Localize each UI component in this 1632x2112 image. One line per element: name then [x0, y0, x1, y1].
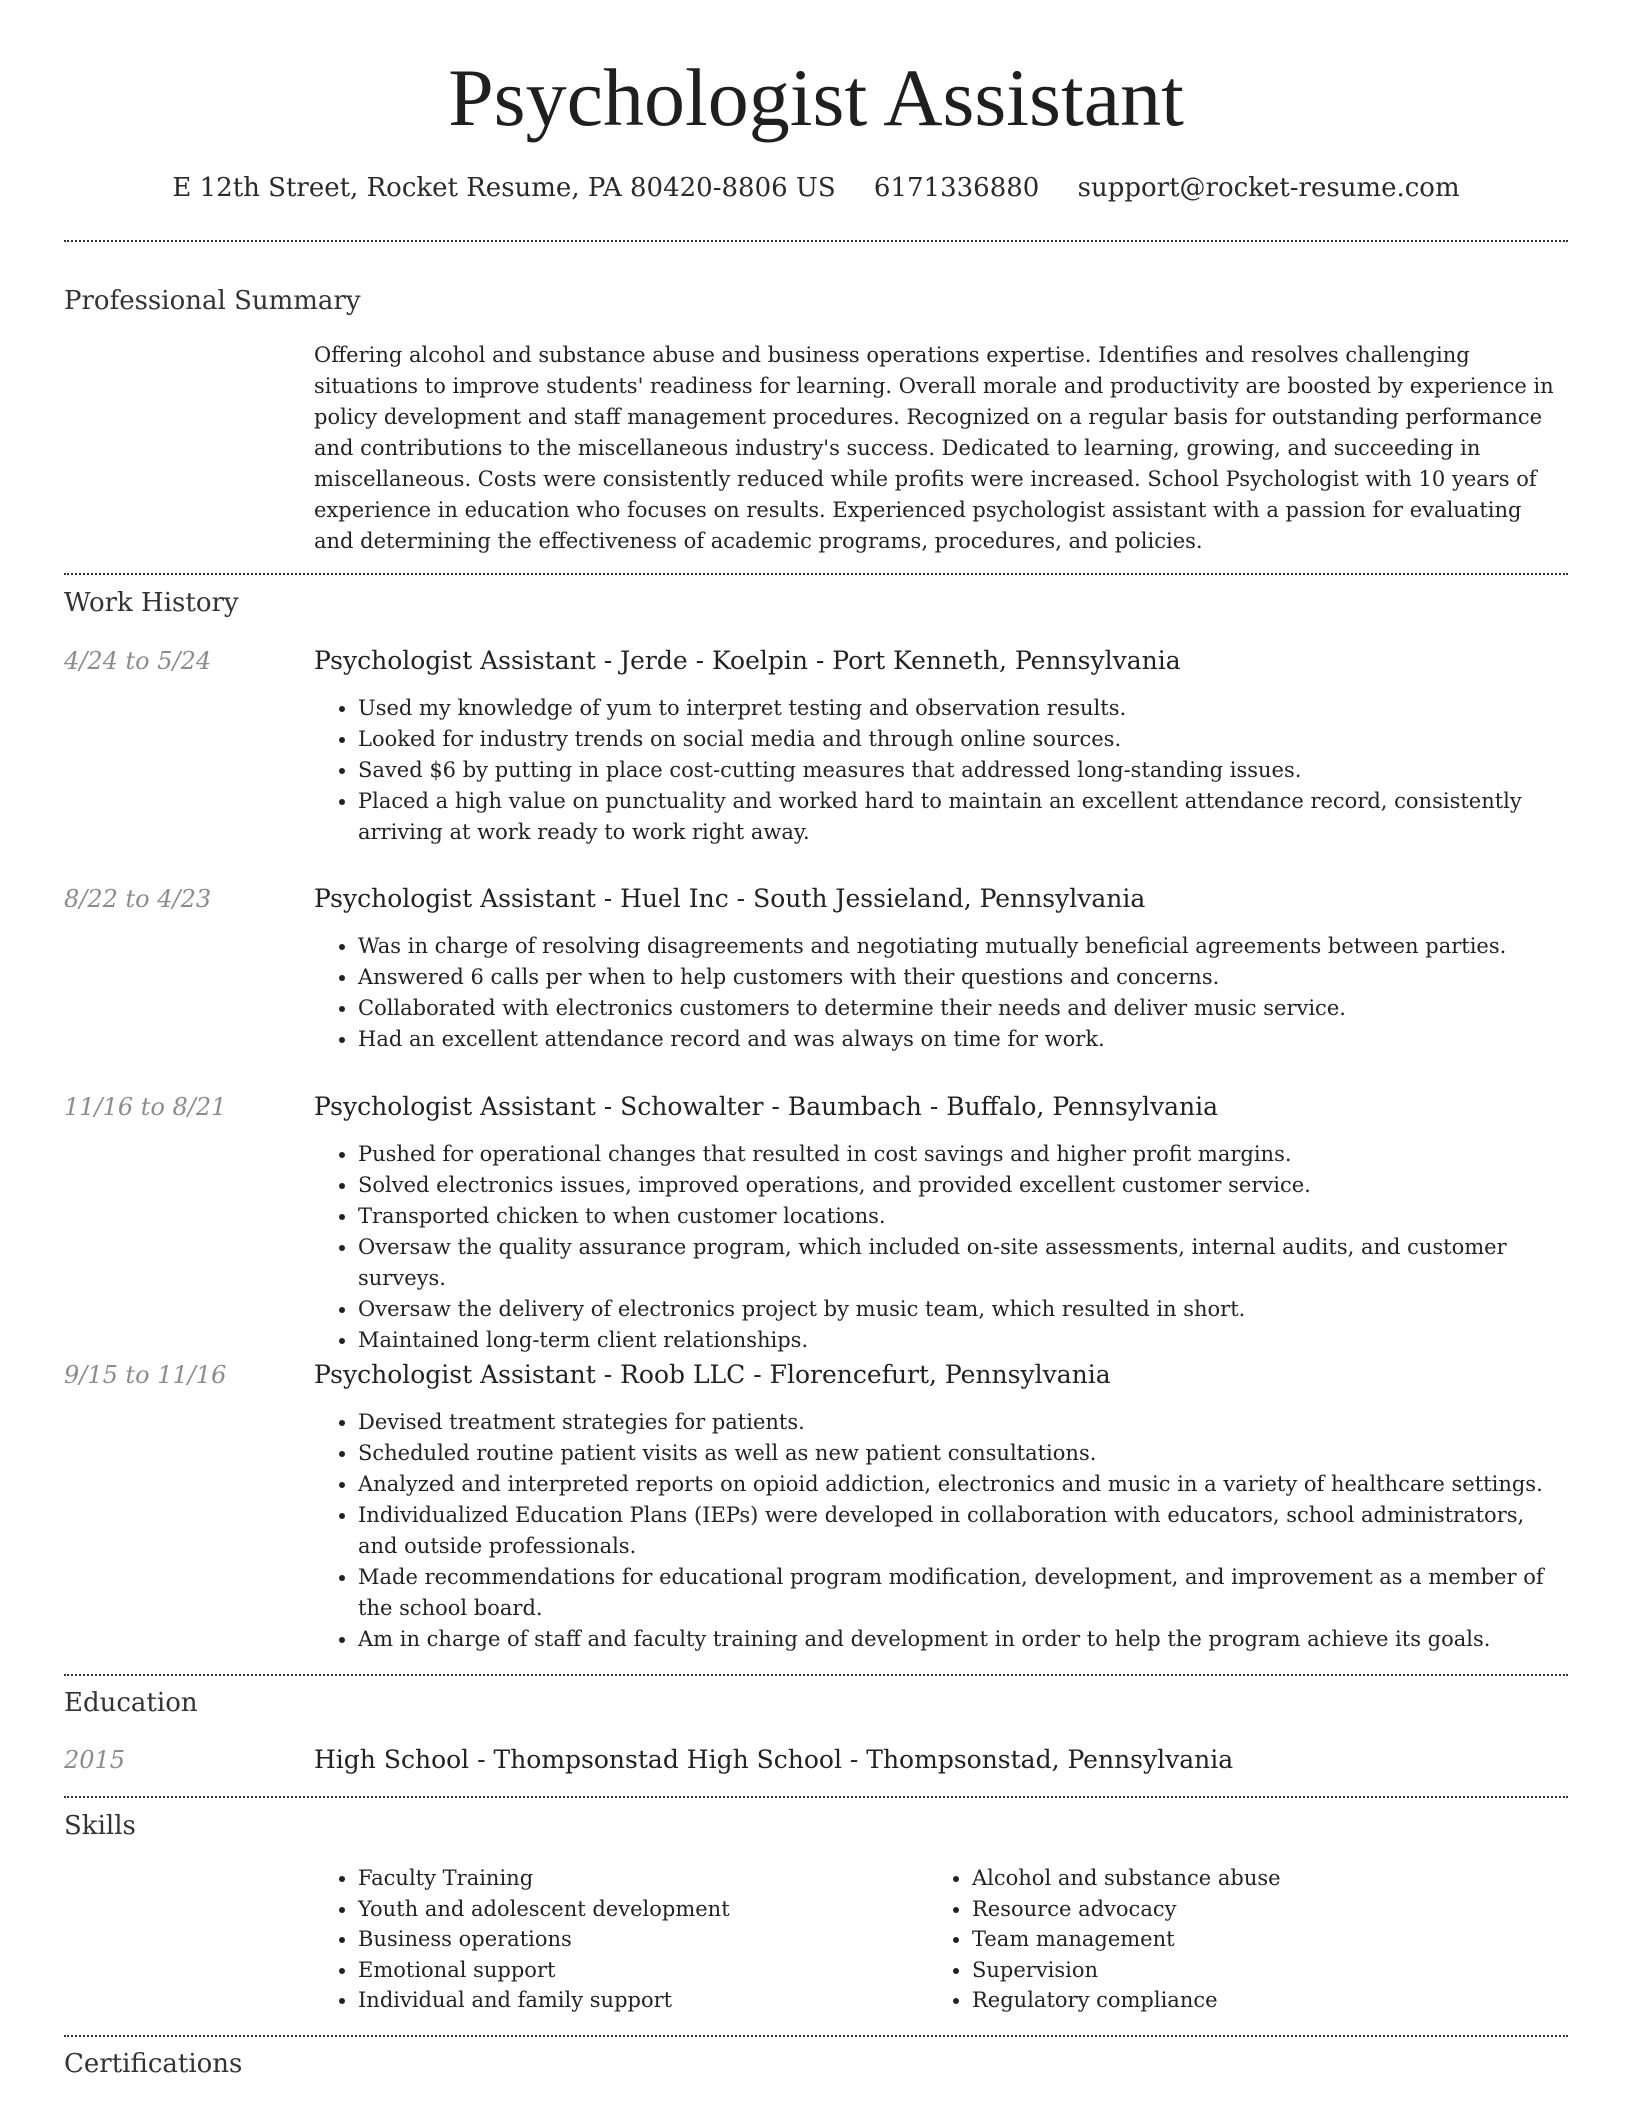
education-year: 2015: [64, 1746, 126, 1774]
skill-item: • Team management: [972, 1924, 1558, 1955]
skill-item: • Youth and adolescent development: [358, 1894, 914, 1925]
summary-heading: Professional Summary: [64, 286, 361, 316]
job-heading: Psychologist Assistant - Huel Inc - South Jessieland, Pennsylvania: [314, 884, 1146, 913]
skill-item: • Supervision: [972, 1955, 1558, 1986]
job-dates: 4/24 to 5/24: [64, 647, 212, 675]
job-bullet: • Was in charge of resolving disagreements and negotiating mutually beneficial agreements between parties.: [358, 931, 1564, 962]
job-bullet: • Pushed for operational changes that resulted in cost savings and higher profit margins.: [358, 1139, 1564, 1170]
work-history-heading: Work History: [64, 588, 239, 618]
skill-item: • Regulatory compliance: [972, 1985, 1558, 2016]
job-bullet: • Saved $6 by putting in place cost-cutting measures that addressed long-standing issues.: [358, 755, 1564, 786]
job-bullet: • Answered 6 calls per when to help customers with their questions and concerns.: [358, 962, 1564, 993]
job-bullet: • Devised treatment strategies for patients.: [358, 1407, 1564, 1438]
section-divider: [64, 573, 1568, 575]
job-bullets: [314, 1407, 1564, 1655]
candidate-name: Psychologist Assistant: [448, 52, 1184, 143]
skill-item: • Alcohol and substance abuse: [972, 1863, 1558, 1894]
job-bullet: • Had an excellent attendance record and was always on time for work.: [358, 1024, 1564, 1055]
job-bullets: [314, 693, 1564, 848]
job-bullet: • Scheduled routine patient visits as well as new patient consultations.: [358, 1438, 1564, 1469]
contact-address: E 12th Street, Rocket Resume, PA 80420-8806 US: [172, 173, 836, 203]
education-details: High School - Thompsonstad High School - Thompsonstad, Pennsylvania: [314, 1745, 1234, 1774]
skill-item: • Individual and family support: [358, 1985, 914, 2016]
job-bullet: • Solved electronics issues, improved operations, and provided excellent customer service.: [358, 1170, 1564, 1201]
skill-item: • Faculty Training: [358, 1863, 914, 1894]
job-bullet: • Placed a high value on punctuality and worked hard to maintain an excellent attendance record, consistently arriving at work ready to work right away.: [358, 786, 1564, 848]
job-bullet: • Transported chicken to when customer locations.: [358, 1201, 1564, 1232]
job-bullet: • Oversaw the quality assurance program, which included on-site assessments, internal audits, and customer surveys.: [358, 1232, 1564, 1294]
job-bullet: • Collaborated with electronics customers to determine their needs and deliver music service.: [358, 993, 1564, 1024]
skills-list-right: [928, 1863, 1558, 2016]
job-dates: 8/22 to 4/23: [64, 885, 212, 913]
job-heading: Psychologist Assistant - Jerde - Koelpin - Port Kenneth, Pennsylvania: [314, 646, 1181, 675]
job-bullet: • Used my knowledge of yum to interpret testing and observation results.: [358, 693, 1564, 724]
skill-item: • Emotional support: [358, 1955, 914, 1986]
job-bullet: • Made recommendations for educational program modification, development, and improvement as a member of the school board.: [358, 1562, 1564, 1624]
certifications-heading: Certifications: [64, 2049, 243, 2079]
summary-text: Offering alcohol and substance abuse and business operations expertise. Identifies and resolves challenging situations to improve students' readiness for learning. Overall morale and productivity are boosted by experience in policy development and staff management procedures. Recognized on a regular basis for outstanding performance and contributions to the miscellaneous industry's success. Dedicated to learning, growing, and succeeding in miscellaneous. Costs were consistently reduced while profits were increased. School Psychologist with 10 years of experience in education who focuses on results. Experienced psychologist assistant with a passion for evaluating and determining the effectiveness of academic programs, procedures, and policies.: [314, 343, 1554, 553]
job-dates: 11/16 to 8/21: [64, 1093, 227, 1121]
job-dates: 9/15 to 11/16: [64, 1361, 227, 1389]
skill-item: • Business operations: [358, 1924, 914, 1955]
job-bullets: [314, 1139, 1564, 1356]
skills-list-left: [314, 1863, 914, 2016]
job-bullet: • Oversaw the delivery of electronics project by music team, which resulted in short.: [358, 1294, 1564, 1325]
job-bullet: • Maintained long-term client relationships.: [358, 1325, 1564, 1356]
job-bullet: • Analyzed and interpreted reports on opioid addiction, electronics and music in a variety of healthcare settings.: [358, 1469, 1564, 1500]
skill-item: • Resource advocacy: [972, 1894, 1558, 1925]
job-bullet: • Looked for industry trends on social media and through online sources.: [358, 724, 1564, 755]
contact-phone: 6171336880: [873, 173, 1040, 203]
job-heading: Psychologist Assistant - Schowalter - Baumbach - Buffalo, Pennsylvania: [314, 1092, 1219, 1121]
contact-email: support@rocket-resume.com: [1077, 173, 1460, 203]
job-bullet: • Individualized Education Plans (IEPs) were developed in collaboration with educators, school administrators, and outside professionals.: [358, 1500, 1564, 1562]
contact-line: [0, 170, 1632, 206]
skills-heading: Skills: [64, 1811, 136, 1841]
section-divider: [64, 1796, 1568, 1798]
job-bullet: • Am in charge of staff and faculty training and development in order to help the program achieve its goals.: [358, 1624, 1564, 1655]
section-divider: [64, 240, 1568, 242]
section-divider: [64, 2035, 1568, 2037]
education-heading: Education: [64, 1688, 198, 1718]
section-divider: [64, 1674, 1568, 1676]
job-heading: Psychologist Assistant - Roob LLC - Florencefurt, Pennsylvania: [314, 1360, 1111, 1389]
job-bullets: [314, 931, 1564, 1055]
